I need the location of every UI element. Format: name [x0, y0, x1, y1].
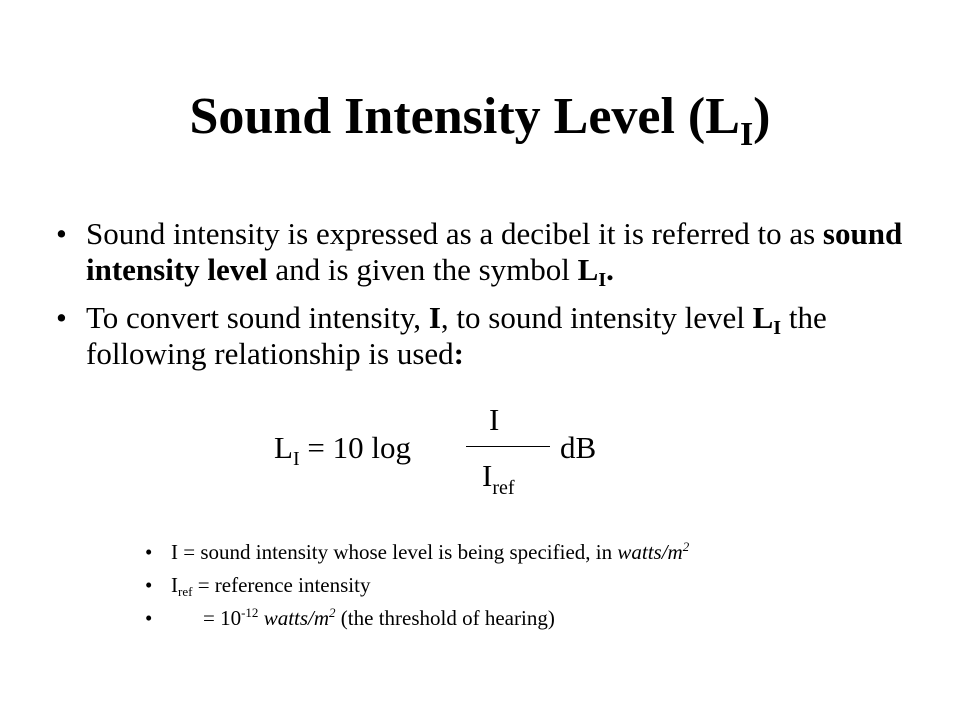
- formula-symbol: L: [274, 430, 293, 465]
- definition-item-3: [145, 606, 905, 631]
- bullet-dot-icon: •: [145, 540, 153, 564]
- formula-lhs: [274, 430, 411, 470]
- definition-item-1: [145, 540, 905, 565]
- definition-1-text: I = sound intensity whose level is being specified, in: [171, 540, 618, 564]
- bullet-2-bold-term: I: [428, 300, 441, 336]
- bullet-1-symbol-letter: L: [577, 251, 599, 287]
- definition-2-symbol-sub: ref: [178, 584, 193, 600]
- definition-3-content: [171, 606, 555, 630]
- bullet-dot-icon: •: [145, 573, 153, 598]
- definition-1-unit: [617, 540, 689, 564]
- formula-denominator-symbol: I: [482, 458, 493, 493]
- formula-denominator: [482, 458, 515, 499]
- fraction-bar: [466, 446, 550, 447]
- bullet-1-end: .: [606, 251, 614, 287]
- definition-3-unit-exp: 2: [329, 605, 336, 621]
- definition-3-prefix: = 10: [203, 606, 242, 631]
- definition-list: [145, 540, 905, 640]
- bullet-2-symbol-letter: L: [752, 300, 774, 336]
- definition-3-unit-text: watts/m: [258, 606, 330, 631]
- bullet-dot-icon: •: [145, 606, 153, 631]
- formula-denominator-sub: ref: [492, 477, 515, 499]
- definition-item-2: [145, 573, 905, 598]
- bullet-dot-icon: •: [56, 216, 67, 251]
- formula-lhs-rest: = 10 log: [299, 430, 411, 465]
- definition-3-unit: [258, 606, 335, 630]
- formula-unit: dB: [560, 430, 597, 465]
- bullet-2-end: :: [453, 335, 464, 371]
- formula-symbol-sub: I: [292, 448, 300, 470]
- definition-2-text: = reference intensity: [192, 573, 371, 598]
- definition-3-text: (the threshold of hearing): [335, 606, 555, 631]
- title-text: Sound Intensity Level (L: [189, 88, 740, 145]
- bullet-2-text: To convert sound intensity,: [86, 300, 429, 336]
- bullet-1-text: Sound intensity is expressed as a decibel it is referred to as: [86, 216, 823, 251]
- bullet-dot-icon: •: [56, 300, 67, 336]
- bullet-2-text-2: , to sound intensity level: [440, 300, 753, 336]
- definition-1-unit-text: watts/m: [617, 540, 683, 564]
- definition-2-symbol: I: [171, 573, 178, 598]
- bullet-2-text-3: the following relationship is used: [86, 300, 827, 371]
- bullet-1-text-2: and is given the symbol: [267, 251, 578, 287]
- title-subscript: I: [739, 116, 754, 153]
- formula-numerator: I: [489, 402, 500, 437]
- bullet-2-symbol-sub: I: [773, 317, 782, 340]
- bullet-1-symbol-sub: I: [598, 268, 607, 291]
- definition-1-unit-exp: 2: [682, 539, 690, 554]
- bullet-1-bold-term: sound intensity level: [86, 216, 903, 287]
- title-close: ): [753, 88, 771, 145]
- definition-3-exponent: -12: [241, 605, 259, 621]
